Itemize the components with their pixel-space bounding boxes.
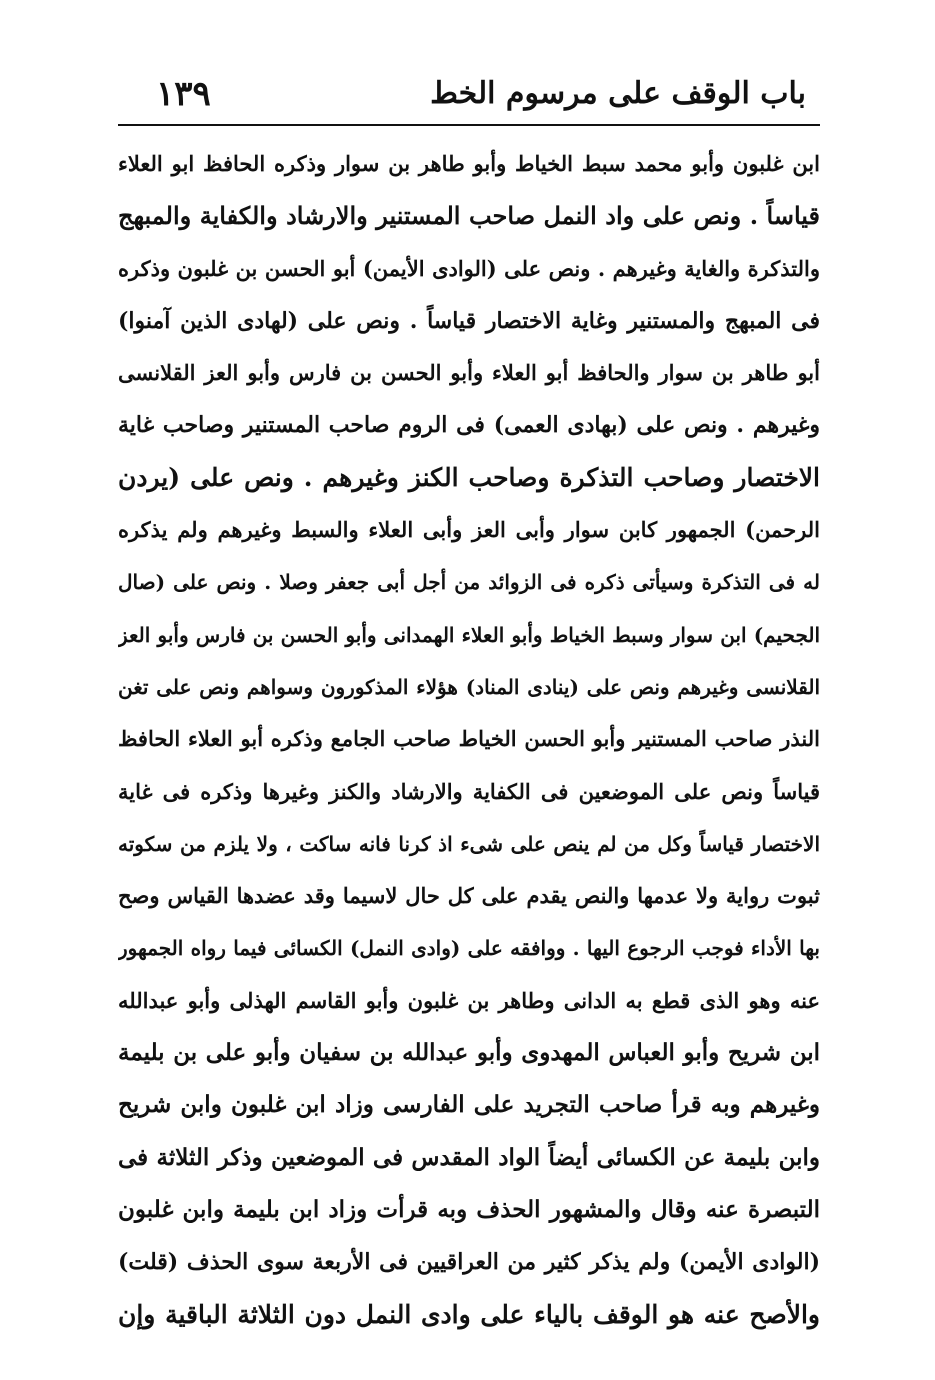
text-line: الاختصار قياساً وكل من لم ينص على شىء اذ كرنا فانه ساكت ، ولا يلزم من سكوته xyxy=(118,831,820,856)
text-line: الاختصار وصاحب التذكرة وصاحب الكنز وغيرهم . ونص على (يردن xyxy=(118,462,820,492)
text-line: والتذكرة والغاية وغيرهم . ونص على (الوادى الأيمن) أبو الحسن بن غلبون وذكره xyxy=(118,255,820,281)
page-number: ١٣٩ xyxy=(156,74,211,114)
text-line: الرحمن) الجمهور كابن سوار وأبى العز وأبى العلاء والسبط وغيرهم ولم يذكره xyxy=(118,517,820,543)
text-line: ثبوت رواية ولا عدمها والنص يقدم على كل حال لاسيما وقد عضدها القياس وصح xyxy=(118,883,820,909)
text-line: له فى التذكرة وسيأتى ذكره فى الزوائد من أجل أبى جعفر وصلا . ونص على (صال xyxy=(118,570,820,595)
text-line: النذر صاحب المستنير وأبو الحسن الخياط صاحب الجامع وذكره أبو العلاء الحافظ xyxy=(118,726,820,752)
text-line: قياساً ونص على الموضعين فى الكفاية والارشاد والكنز وغيرها وذكره فى غاية xyxy=(118,778,820,804)
text-line: عنه وهو الذى قطع به الدانى وطاهر بن غلبون وأبو القاسم الهذلى وأبو عبدالله xyxy=(118,987,820,1013)
text-line: وابن بليمة عن الكسائى أيضاً الواد المقدس فى الموضعين وذكر الثلاثة فى xyxy=(118,1143,820,1171)
text-line: الجحيم) ابن سوار وسبط الخياط وأبو العلاء الهمدانى وأبو الحسن بن فارس وأبو العز xyxy=(118,622,820,647)
text-line: وغيرهم . ونص على (بهادى العمى) فى الروم صاحب المستنير وصاحب غاية xyxy=(118,412,820,439)
running-title: باب الوقف على مرسوم الخط xyxy=(430,76,806,111)
page-header xyxy=(120,70,820,118)
text-line: (الوادى الأيمن) ولم يذكر كثير من العراقيين فى الأربعة سوى الحذف (قلت) xyxy=(118,1249,820,1276)
text-line: فى المبهج والمستنير وغاية الاختصار قياساً . ونص على (لهادى الذين آمنوا) xyxy=(118,307,820,334)
text-line: وغيرهم وبه قرأ صاحب التجريد على الفارسى وزاد ابن غلبون وابن شريح xyxy=(118,1091,820,1119)
text-line: ابن غلبون وأبو محمد سبط الخياط وأبو طاهر بن سوار وذكره الحافظ ابو العلاء xyxy=(118,151,820,176)
text-line: ابن شريح وأبو العباس المهدوى وأبو عبدالله بن سفيان وأبو على بن بليمة xyxy=(118,1039,820,1067)
text-line: أبو طاهر بن سوار والحافظ أبو العلاء وأبو الحسن بن فارس وأبو العز القلانسى xyxy=(118,360,820,386)
body-text xyxy=(118,138,820,1341)
header-rule xyxy=(118,124,820,126)
text-line: بها الأداء فوجب الرجوع اليها . ووافقه على (وادى النمل) الكسائى فيما رواه الجمهور xyxy=(118,936,820,961)
text-line: قياساً . ونص على واد النمل صاحب المستنير والارشاد والكفاية والمبهج xyxy=(118,201,820,231)
text-line: القلانسى وغيرهم ونص على (ينادى المناد) هؤلاء المذكورون وسواهم ونص على تغن xyxy=(118,674,820,699)
text-line: التبصرة عنه وقال والمشهور الحذف وبه قرأت وزاد ابن بليمة وابن غلبون xyxy=(118,1195,820,1223)
text-line: والأصح عنه هو الوقف بالياء على وادى النمل دون الثلاثة الباقية وإن xyxy=(118,1299,820,1329)
